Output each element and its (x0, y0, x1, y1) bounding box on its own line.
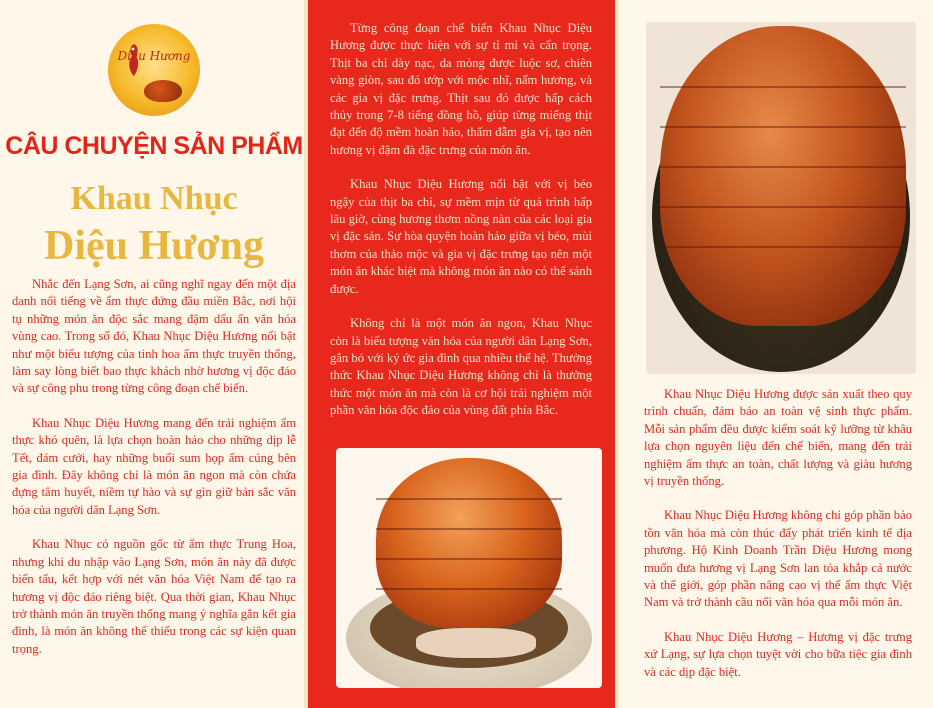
product-name-line1: Khau Nhục (70, 180, 238, 217)
middle-paragraph-1: Từng công đoạn chế biến Khau Nhục Diệu Hương được thực hiện với sự tỉ mỉ và cẩn trọng. Thịt ba chỉ dày nạc, da mỏng được luộc sơ, chiên vàng giòn, sau đó ướp với mộc nhĩ, nấm hương, và các gia vị đặc trưng. Thịt sau đó được hấp cách thủy trong 7-8 tiếng đồng hồ, giúp từng miếng thịt đạt đến độ mềm hoàn hảo, thấm đẫm gia vị, tạo nên hương vị đậm đà đặc trưng của món ăn. (330, 21, 592, 157)
logo-text: Diệu Hương (117, 49, 191, 63)
right-paragraph-3: Khau Nhục Diệu Hương – Hương vị đặc trưng xứ Lạng, sự lựa chọn tuyệt vời cho bữa tiệc gia đình và các dịp đặc biệt. (644, 629, 912, 679)
right-paragraph-1: Khau Nhục Diệu Hương được sản xuất theo quy trình chuẩn, đảm bảo an toàn vệ sinh thực phẩm. Mỗi sản phẩm đều được kiểm soát kỹ lưỡng từ khâu lựa chọn nguyên liệu đến chế biến, mang đến trải nghiệm ẩm thực an toàn, chất lượng và giàu hương vị truyền thống. (644, 387, 912, 489)
right-paragraph-2: Khau Nhục Diệu Hương không chỉ góp phần bảo tồn văn hóa mà còn thúc đẩy phát triển kinh tế địa phương. Hộ Kinh Doanh Trần Diệu Hương mong muốn đưa hương vị Lạng Sơn lan tỏa khắp cả nước và thế giới, góp phần nâng cao vị thế ẩm thực Việt Nam và trở thành cầu nối văn hóa qua mỗi món ăn. (644, 508, 912, 610)
brand-logo (108, 24, 200, 116)
product-name-line2: Diệu Hương (44, 223, 264, 269)
left-body-text (12, 276, 296, 658)
logo-dish-icon (144, 80, 182, 102)
middle-paragraph-2: Khau Nhục Diệu Hương nổi bật với vị béo ngậy của thịt ba chỉ, sự mềm mịn từ quá trình hấp lâu giờ, cùng hương thơm nồng nàn của các loại gia vị đặc sản. Sự hòa quyện hoàn hảo giữa vị béo, mùi thơm của thảo mộc và gia vị đặc trưng tạo nên một món ăn khác biệt mà không món ăn nào có thể sánh được. (330, 177, 592, 296)
roast-pork-photo (336, 448, 602, 688)
story-title: CÂU CHUYỆN SẢN PHẨM (5, 132, 303, 160)
middle-body-text (330, 20, 592, 420)
right-body-text (644, 386, 912, 681)
middle-paragraph-3: Không chỉ là một món ăn ngon, Khau Nhục còn là biểu tượng văn hóa của người dân Lạng Sơn, gắn bó với ký ức gia đình qua nhiều thế hệ. Thưởng thức Khau Nhục Diệu Hương không chỉ là thưởng thức một món ăn mà còn là cơ hội trải nghiệm một phần văn hóa độc đáo của vùng đất phía Bắc. (330, 316, 592, 418)
khau-nhuc-photo (646, 22, 916, 374)
left-paragraph-3: Khau Nhục có nguồn gốc từ ẩm thực Trung Hoa, nhưng khi du nhập vào Lạng Sơn, món ăn này đã được biến tấu, kết hợp với nét văn hóa Việt Nam để tạo ra hương vị độc đáo riêng biệt. Qua thời gian, Khau Nhục trở thành món ăn truyền thống mang ý nghĩa gắn kết gia đình, là món ăn không thể thiếu trong các sự kiện quan trọng. (12, 537, 296, 656)
left-paragraph-1: Nhắc đến Lạng Sơn, ai cũng nghĩ ngay đến một địa danh nổi tiếng về ẩm thực đứng đầu miền Bắc, nơi hội tụ những món ăn độc sắc mang đậm dấu ấn văn hóa vùng cao. Trong số đó, Khau Nhục Diệu Hương nổi bật như một biểu tượng của tinh hoa ẩm thực truyền thống, làm say lòng biết bao thực khách nhờ hương vị độc đáo và sự công phu trong từng công đoạn chế biến. (12, 277, 296, 396)
left-paragraph-2: Khau Nhục Diệu Hương mang đến trải nghiệm ẩm thực khó quên, là lựa chọn hoàn hảo cho những dịp lễ Tết, đám cưới, hay những buổi sum họp ấm cúng bên gia đình. Đây không chỉ là món ăn ngon mà còn chứa đựng tâm huyết, niềm tự hào và sự gìn giữ bản sắc văn hóa của người dân Lạng Sơn. (12, 415, 296, 517)
